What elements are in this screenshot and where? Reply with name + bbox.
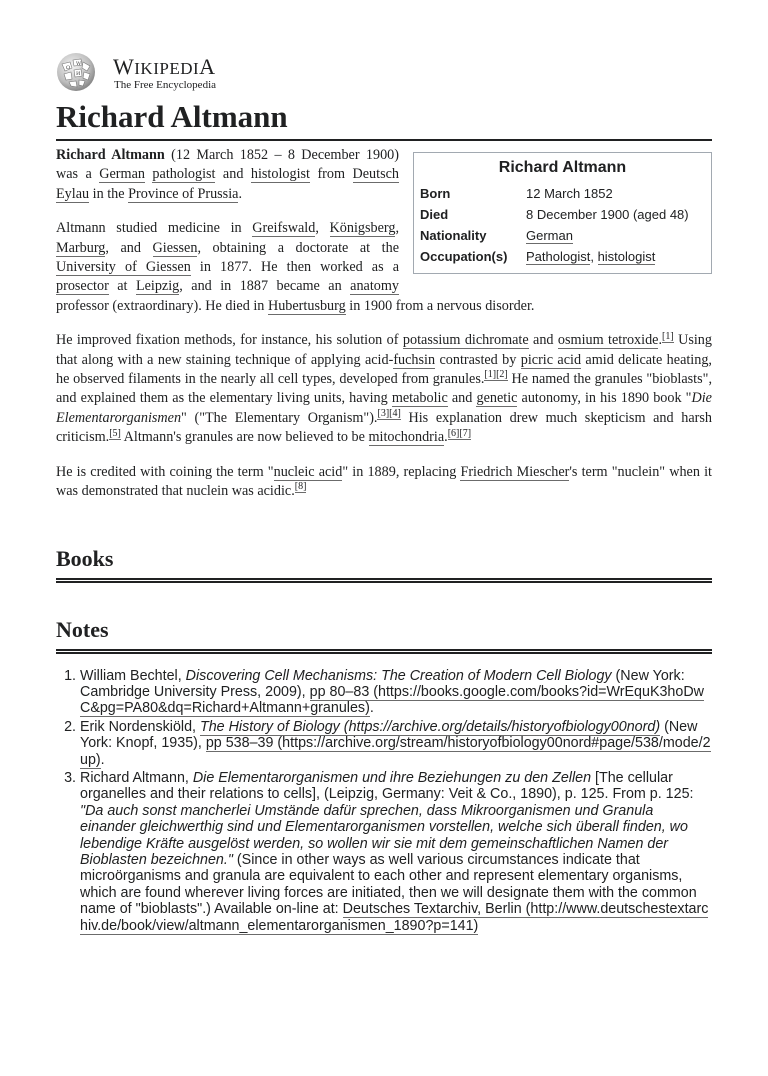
text: Using that along with a new staining technique of applying acid- <box>56 332 712 368</box>
link-histologist[interactable]: histologist <box>597 249 656 264</box>
link[interactable]: mitochondria <box>368 429 445 446</box>
infobox-value <box>522 225 711 246</box>
infobox-label: Occupation(s) <box>420 249 508 264</box>
text: and <box>215 166 251 183</box>
text: . <box>238 185 242 202</box>
infobox-row <box>414 225 711 246</box>
citation-ref[interactable]: [5] <box>109 427 121 439</box>
link[interactable]: pathologist <box>152 166 216 183</box>
globe-glyph: И <box>76 71 81 77</box>
page-title: Richard Altmann <box>56 98 712 141</box>
link[interactable]: Province of Prussia <box>128 185 239 202</box>
text: . <box>658 332 663 349</box>
text: amid delicate heating, he observed filaments in the nearly all cell types, developed from granules. <box>56 351 712 388</box>
note-item <box>80 770 712 934</box>
link[interactable]: Königsberg <box>329 220 396 237</box>
text: professor (extraordinary). He died in <box>56 297 268 314</box>
text: Erik Nordenskiöld, <box>80 718 200 735</box>
page <box>56 52 712 934</box>
notes-list <box>56 668 712 935</box>
wikipedia-globe-icon[interactable] <box>56 52 96 92</box>
book-title: Die Elementarorganismen und ihre Beziehungen zu den Zellen <box>192 769 592 786</box>
citation-ref[interactable]: [1] <box>662 330 674 342</box>
text: , <box>395 220 400 237</box>
text: His explanation drew much skepticism and harsh criticism. <box>56 409 712 446</box>
external-link[interactable]: Deutsches Textarchiv, Berlin (http://www.deutschestextarchiv.de/book/view/altmann_elementarorganismen_1890?p=141) <box>80 901 709 934</box>
link-german[interactable]: German <box>526 228 573 243</box>
citation-ref[interactable]: [6] <box>447 427 460 439</box>
book-title: Discovering Cell Mechanisms: The Creation of Modern Cell Biology <box>185 667 612 684</box>
text: Altmann's granules are now believed to be <box>120 429 369 446</box>
infobox-table <box>414 183 711 267</box>
link[interactable]: Hubertusburg <box>267 297 346 314</box>
text: from <box>310 166 353 183</box>
text: and <box>447 390 477 407</box>
quotation: "Da auch sonst mancherlei Umstände dafür sprechen, dass Mikroorganismen und Granula einander gleichwerthig sind und Elementarorganismen vorstellen, welche sich überall finden, wo lebendige Kräfte ausgelöst werden, so wollen wir sie mit dem gemeinschaftlichen Namen der Bioblasten bezeichnen." <box>80 802 688 868</box>
citation-ref[interactable]: [7] <box>459 427 472 439</box>
infobox-value: 8 December 1900 (aged 48) <box>526 207 689 222</box>
globe-glyph: W <box>76 61 82 67</box>
link[interactable]: Deutsch Eylau <box>56 166 399 202</box>
text: at <box>108 278 136 295</box>
link[interactable]: Friedrich Miescher <box>460 463 570 480</box>
text: , <box>315 220 330 237</box>
link[interactable]: Leipzig <box>135 278 180 295</box>
citation-ref[interactable]: [8] <box>294 481 307 493</box>
text: in 1900 from a nervous disorder. <box>345 297 535 314</box>
paragraph-nucleic-acid <box>56 463 712 502</box>
book-title: Die Elementarorganismen <box>56 390 712 426</box>
link[interactable]: fuchsin <box>393 351 436 368</box>
link[interactable]: anatomy <box>350 278 399 295</box>
external-link[interactable]: pp 538–39 (https://archive.org/stream/historyofbiology00nord#page/538/mode/2up) <box>80 735 711 768</box>
separator: , <box>590 249 598 264</box>
text: in 1877. He then worked as a <box>190 259 399 276</box>
infobox-value: 12 March 1852 <box>526 186 613 201</box>
infobox-label: Died <box>420 207 449 222</box>
link[interactable]: German <box>99 166 145 183</box>
infobox-value <box>522 246 711 267</box>
citation-ref[interactable]: [3] <box>377 408 390 420</box>
infobox-row <box>414 246 711 267</box>
wikipedia-header[interactable] <box>56 52 712 98</box>
section-heading-books: Books <box>56 546 712 583</box>
note-item <box>80 719 712 768</box>
infobox <box>413 152 712 274</box>
text: (New York: Cambridge University Press, 2009), <box>80 667 685 700</box>
link[interactable]: picric acid <box>520 351 582 368</box>
paragraph-research <box>56 331 712 447</box>
infobox-label: Nationality <box>420 228 487 243</box>
citation-ref[interactable]: [2] <box>496 369 508 381</box>
text: " ("The Elementary Organism"). <box>181 409 378 426</box>
text: He is credited with coining the term " <box>56 463 274 480</box>
citation-ref[interactable]: [4] <box>389 408 401 420</box>
text: . <box>369 700 374 717</box>
link[interactable]: nucleic acid <box>273 463 343 480</box>
link-pathologist[interactable]: Pathologist <box>526 249 591 264</box>
text: William Bechtel, <box>80 667 186 684</box>
globe-glyph: Ω <box>66 65 71 71</box>
external-link[interactable]: The History of Biology (https://archive.org/details/historyofbiology00nord) <box>199 718 661 735</box>
note-item <box>80 668 712 717</box>
link[interactable]: potassium dichromate <box>402 332 529 349</box>
link[interactable]: osmium tetroxide <box>557 332 659 349</box>
link[interactable]: Greifswald <box>252 220 316 237</box>
external-link[interactable]: pp 80–83 (https://books.google.com/books?id=WrEquK3hoDwC&pg=PA80&dq=Richard+Altmann+granules) <box>80 683 704 717</box>
link[interactable]: Marburg <box>56 239 106 256</box>
text: [The cellular organelles and their relations to cells], (Leipzig, Germany: Veit & Co., 1890), p. 125. From p. 125: <box>80 769 694 803</box>
link[interactable]: metabolic <box>391 390 448 407</box>
text: " in 1889, replacing <box>342 463 461 480</box>
text: , obtaining a doctorate at the <box>197 239 399 256</box>
infobox-row <box>414 204 711 225</box>
text: Richard Altmann, <box>80 769 193 786</box>
text: He improved fixation methods, for instance, his solution of <box>56 332 403 349</box>
infobox-label: Born <box>420 186 451 201</box>
text: contrasted by <box>435 351 521 368</box>
text: , and <box>105 239 153 256</box>
subject-name: Richard Altmann <box>56 147 165 163</box>
citation-ref[interactable]: [1] <box>484 369 497 381</box>
text: . <box>100 751 105 768</box>
text: Altmann studied medicine in <box>56 220 253 237</box>
link[interactable]: Giessen <box>152 239 198 256</box>
link[interactable]: prosector <box>56 278 109 295</box>
text: . <box>444 429 448 446</box>
text: (Since in other ways as well various circumstances indicate that microörganisms and granula are equivalent to each other and represent elementary organisms, which are found wherever living forces are initiated, then we will designate them with the common name of "bioblasts".) Available on-line at: <box>80 851 697 918</box>
text: (12 March 1852 – 8 December 1900) was a <box>56 147 399 183</box>
link[interactable]: genetic <box>476 390 518 407</box>
text: 's term "nuclein" when it was demonstrated that nuclein was acidic. <box>56 463 712 500</box>
wordmark-title[interactable]: WIKIPEDIA <box>113 54 216 79</box>
section-heading-notes: Notes <box>56 617 712 654</box>
infobox-row <box>414 183 711 204</box>
text: He named the granules "bioblasts", and explained them as the elementary living units, having <box>56 371 712 407</box>
link[interactable]: histologist <box>250 166 311 183</box>
infobox-title: Richard Altmann <box>498 159 627 176</box>
text: (New York: Knopf, 1935), <box>80 718 698 752</box>
text: and <box>528 332 558 349</box>
wordmark-subtitle: The Free Encyclopedia <box>114 79 217 91</box>
text: autonomy, in his 1890 book " <box>517 390 692 407</box>
text: , and in 1887 became an <box>179 278 351 295</box>
text: in the <box>89 185 129 202</box>
link[interactable]: University of Giessen <box>56 259 191 276</box>
